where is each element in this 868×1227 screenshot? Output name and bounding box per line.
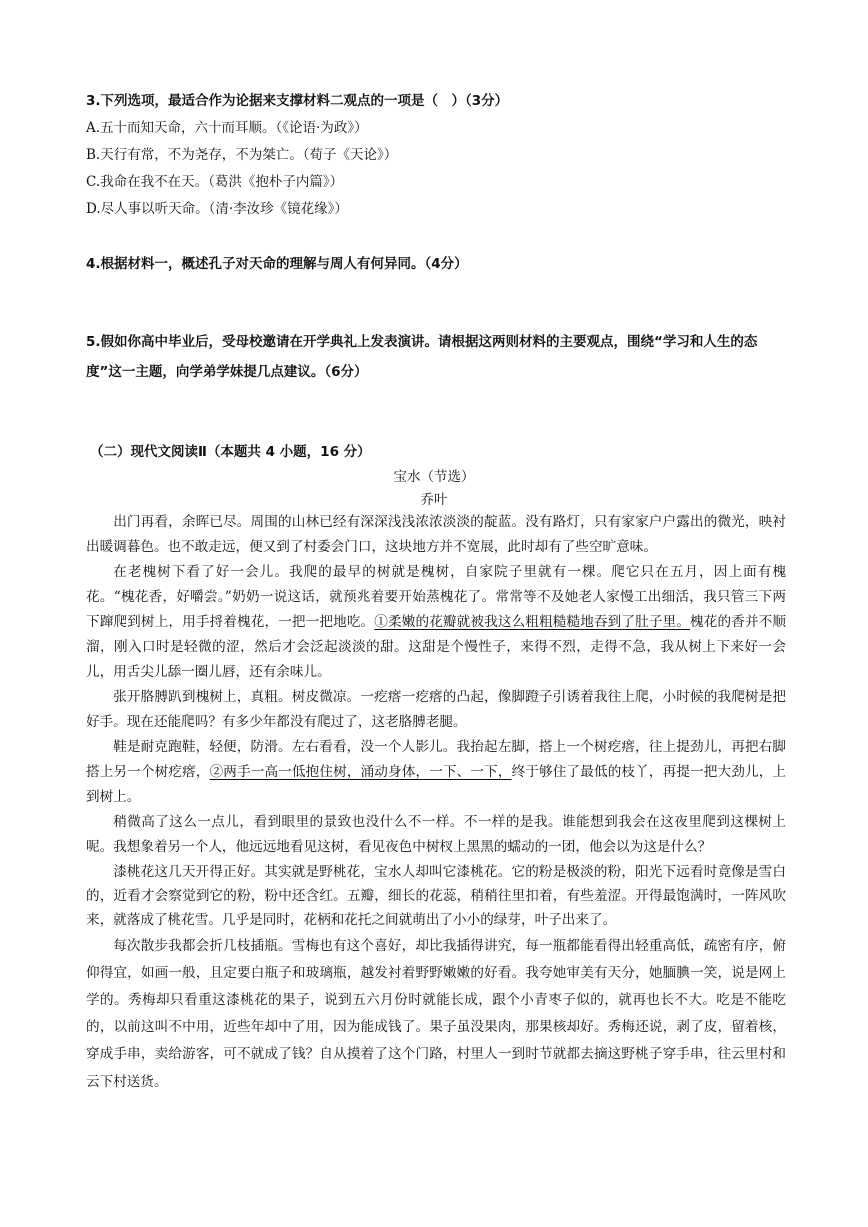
section-heading: （二）现代文阅读Ⅱ（本题共 4 小题，16 分） bbox=[90, 444, 371, 460]
passage-paragraph-2-text-a: 在老槐树下看了好一会儿。我爬的最早的树就是槐树，自家院子里就有一棵。爬它只在五月，因上面有槐花。“槐花香，好嚼尝。”奶奶一说这话，就预兆着要开始蒸槐花了。常常等不及她老人家慢工出细活，我只管三下两下蹿爬到树上，用手捋着槐花，一把一把地吃。 bbox=[86, 564, 786, 630]
passage-author: 乔叶 bbox=[420, 492, 448, 508]
passage-paragraph-2-text-c: 槐花的香并不顺溜，刚入口时是轻微的涩，然后才会泛起淡淡的甜。这甜是个慢性子，来得不烈，走得不急，我从树上下来好一会儿，用舌尖儿舔一圈儿唇，还有余味儿。 bbox=[86, 614, 787, 680]
underlined-sentence-1: ①柔嫩的花瓣就被我这么粗粗糙糙地吞到了肚子里。 bbox=[374, 614, 691, 630]
passage-paragraph-2 bbox=[86, 560, 786, 685]
passage-paragraph-1: 出门再看，余晖已尽。周围的山林已经有深深浅浅浓浓淡淡的靛蓝。没有路灯，只有家家户户露出的微光，映衬出暖调暮色。也不敢走远，便又到了村委会门口，这块地方并不宽展，此时却有了些空旷意味。 bbox=[86, 514, 786, 555]
passage-paragraph-5: 稍微高了这么一点儿，看到眼里的景致也没什么不一样。不一样的是我。谁能想到我会在这夜里爬到这棵树上呢。我想象着另一个人，他远远地看见这树，看见夜色中树杈上黑黑的蠕动的一团，他会以为这是什么？ bbox=[86, 814, 786, 855]
question-3-option-d: D.尽人事以听天命。（清·李汝珍《镜花缘》） bbox=[86, 201, 348, 217]
passage-paragraph-4-text-c: 终于够住了最低的枝丫，再提一把大劲儿，上到树上。 bbox=[86, 764, 787, 805]
question-3-option-b: B.天行有常，不为尧存，不为桀亡。（荀子《天论》） bbox=[86, 147, 398, 163]
passage-body bbox=[86, 510, 786, 1096]
passage-paragraph-7: 每次散步我都会折几枝插瓶。雪梅也有这个喜好，却比我插得讲究，每一瓶都能看得出轻重高低，疏密有序，俯仰得宜，如画一般，且定要白瓶子和玻璃瓶，越发衬着野野嫩嫩的好看。我夸她审美有天分，她腼腆一笑，说是网上学的。秀梅却只看重这漆桃花的果子，说到五六月份时就能长成，跟个小青枣子似的，就再也长不大。吃是不能吃的，以前这叫不中用，近些年却中了用，因为能成钱了。果子虽没果肉，那果核却好。秀梅还说，剥了皮，留着核，穿成手串，卖给游客，可不就成了钱？自从摸着了这个门路，村里人一到时节就都去摘这野桃子穿手串，往云里村和云下村送货。 bbox=[86, 937, 786, 1090]
question-3-option-a: A.五十而知天命，六十而耳顺。（《论语·为政》） bbox=[86, 120, 368, 136]
passage-title: 宝水（节选） bbox=[393, 469, 475, 485]
passage-paragraph-3: 张开胳膊趴到槐树上，真粗。树皮微凉。一疙瘩一疙瘩的凸起，像脚蹬子引诱着我往上爬，小时候的我爬树是把好手。现在还能爬吗？有多少年都没有爬过了，这老胳膊老腿。 bbox=[86, 689, 786, 730]
underlined-sentence-2: ②两手一高一低抱住树，涌动身体，一下、一下， bbox=[209, 764, 512, 780]
question-3-option-c: C.我命在我不在天。（葛洪《抱朴子内篇》） bbox=[86, 174, 344, 190]
passage-paragraph-6: 漆桃花这几天开得正好。其实就是野桃花，宝水人却叫它漆桃花。它的粉是极淡的粉，阳光下远看时竟像是雪白的，近看才会察觉到它的粉，粉中还含红。五瓣，细长的花蕊，稍稍往里扣着，有些羞涩。开得最饱满时，一阵风吹来，就落成了桃花雪。几乎是同时，花柄和花托之间就萌出了小小的绿芽，叶子出来了。 bbox=[86, 864, 786, 929]
question-4-stem: 4.根据材料一，概述孔子对天命的理解与周人有何异同。（4分） bbox=[86, 256, 468, 272]
passage-paragraph-4 bbox=[86, 735, 786, 810]
passage-paragraph-4-text-a: 鞋是耐克跑鞋，轻便，防滑。左右看看，没一个人影儿。我抬起左脚，搭上一个树疙瘩，往上提劲儿，再把右脚搭上另一个树疙瘩， bbox=[86, 739, 786, 780]
question-5-stem: 5.假如你高中毕业后，受母校邀请在开学典礼上发表演讲。请根据这两则材料的主要观点，围绕“学习和人生的态度”这一主题，向学弟学妹提几点建议。（6分） bbox=[86, 334, 758, 380]
question-3-stem: 3.下列选项，最适合作为论据来支撑材料二观点的一项是（ ）（3分） bbox=[86, 93, 509, 109]
